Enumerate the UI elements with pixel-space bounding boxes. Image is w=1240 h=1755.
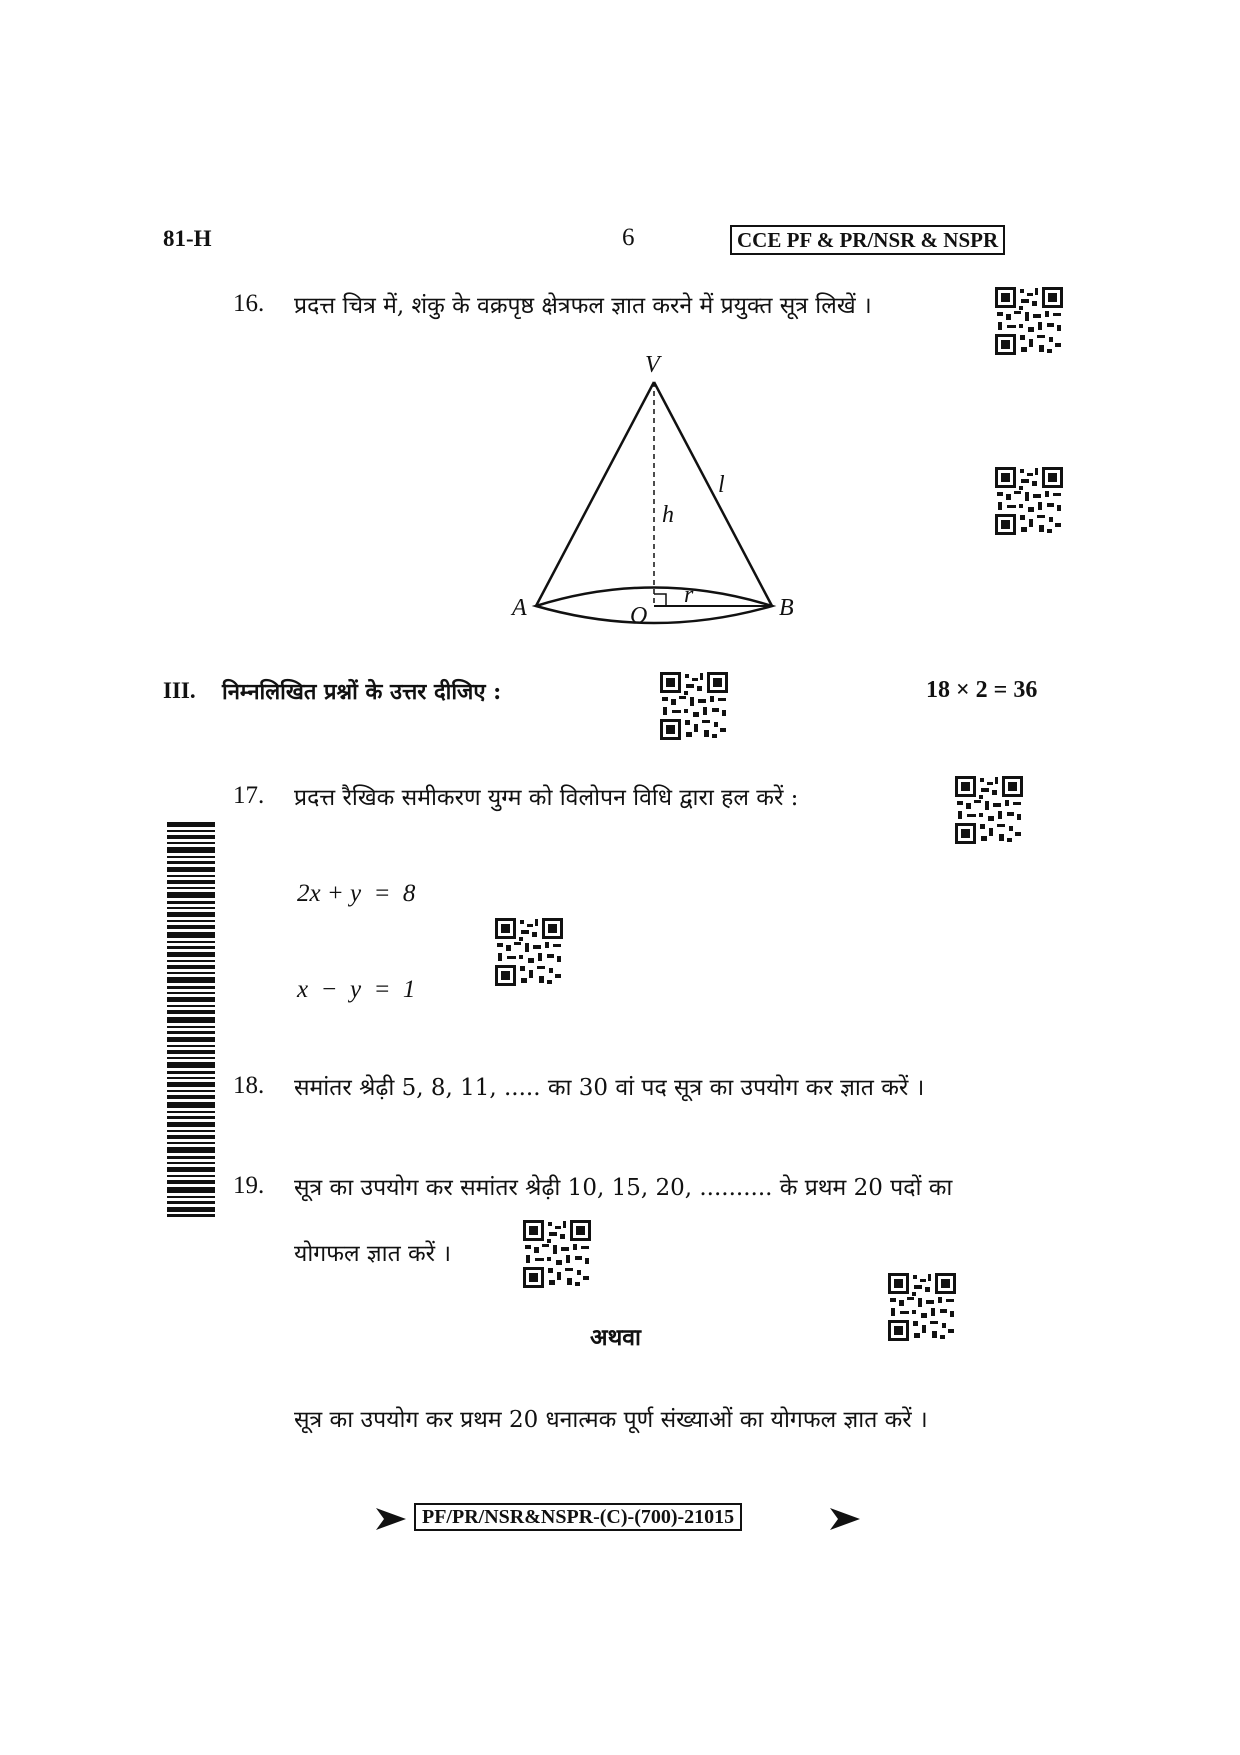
- exam-code: CCE PF & PR/NSR & NSPR: [730, 225, 1005, 255]
- q18-text: समांतर श्रेढ़ी 5, 8, 11, ..... का 30 वां पद सूत्र का उपयोग कर ज्ञात करें ।: [294, 1075, 925, 1101]
- paper-code: 81-H: [163, 226, 212, 251]
- label-o: O: [630, 603, 648, 629]
- label-r: r: [684, 582, 694, 608]
- label-l: l: [718, 472, 725, 498]
- q17-text: प्रदत्त रैखिक समीकरण युग्म को विलोपन विधि द्वारा हल करें :: [294, 785, 799, 811]
- page-number: 6: [622, 224, 635, 251]
- equation-2: x − y = 1: [297, 976, 416, 1003]
- equation-1: 2x + y = 8: [297, 880, 416, 907]
- q19-line-2: योगफल ज्ञात करें ।: [294, 1241, 452, 1267]
- qr-code-icon: [523, 1220, 591, 1288]
- qr-code-icon: [495, 918, 563, 986]
- cone-slant-edge: [654, 382, 772, 606]
- qr-code-icon: [888, 1273, 956, 1341]
- section-number: III.: [163, 678, 196, 703]
- q19-number: 19.: [233, 1172, 265, 1199]
- label-b: B: [779, 595, 794, 621]
- cone-figure: [500, 350, 820, 630]
- q16-text: प्रदत्त चित्र में, शंकु के वक्रपृष्ठ क्षेत्रफल ज्ञात करने में प्रयुक्त सूत्र लिखें ।: [294, 293, 872, 319]
- q19-alt-text: सूत्र का उपयोग कर प्रथम 20 धनात्मक पूर्ण संख्याओं का योगफल ज्ञात करें ।: [294, 1407, 928, 1433]
- section-marks: 18 × 2 = 36: [926, 677, 1038, 703]
- qr-code-icon: [660, 672, 728, 740]
- or-label: अथवा: [590, 1324, 642, 1351]
- footer-code: PF/PR/NSR&NSPR-(C)-(700)-21015: [414, 1503, 742, 1531]
- qr-code-icon: [995, 287, 1063, 355]
- q18-number: 18.: [233, 1072, 265, 1099]
- label-a: A: [512, 595, 527, 621]
- q16-number: 16.: [233, 290, 265, 317]
- section-title: निम्नलिखित प्रश्नों के उत्तर दीजिए :: [222, 679, 502, 705]
- q17-number: 17.: [233, 782, 265, 809]
- label-h: h: [662, 502, 674, 528]
- qr-code-icon: [995, 467, 1063, 535]
- qr-code-icon: [955, 776, 1023, 844]
- arrow-right-icon: [374, 1506, 408, 1532]
- cone-left-edge: [536, 382, 654, 606]
- q19-line-1: सूत्र का उपयोग कर समांतर श्रेढ़ी 10, 15, 20, .......... के प्रथम 20 पदों का: [294, 1175, 953, 1201]
- label-v: V: [645, 352, 660, 378]
- barcode: [167, 822, 215, 1217]
- right-angle-mark: [654, 594, 666, 606]
- barcode-icon: [167, 822, 215, 1217]
- arrow-right-icon: [828, 1506, 862, 1532]
